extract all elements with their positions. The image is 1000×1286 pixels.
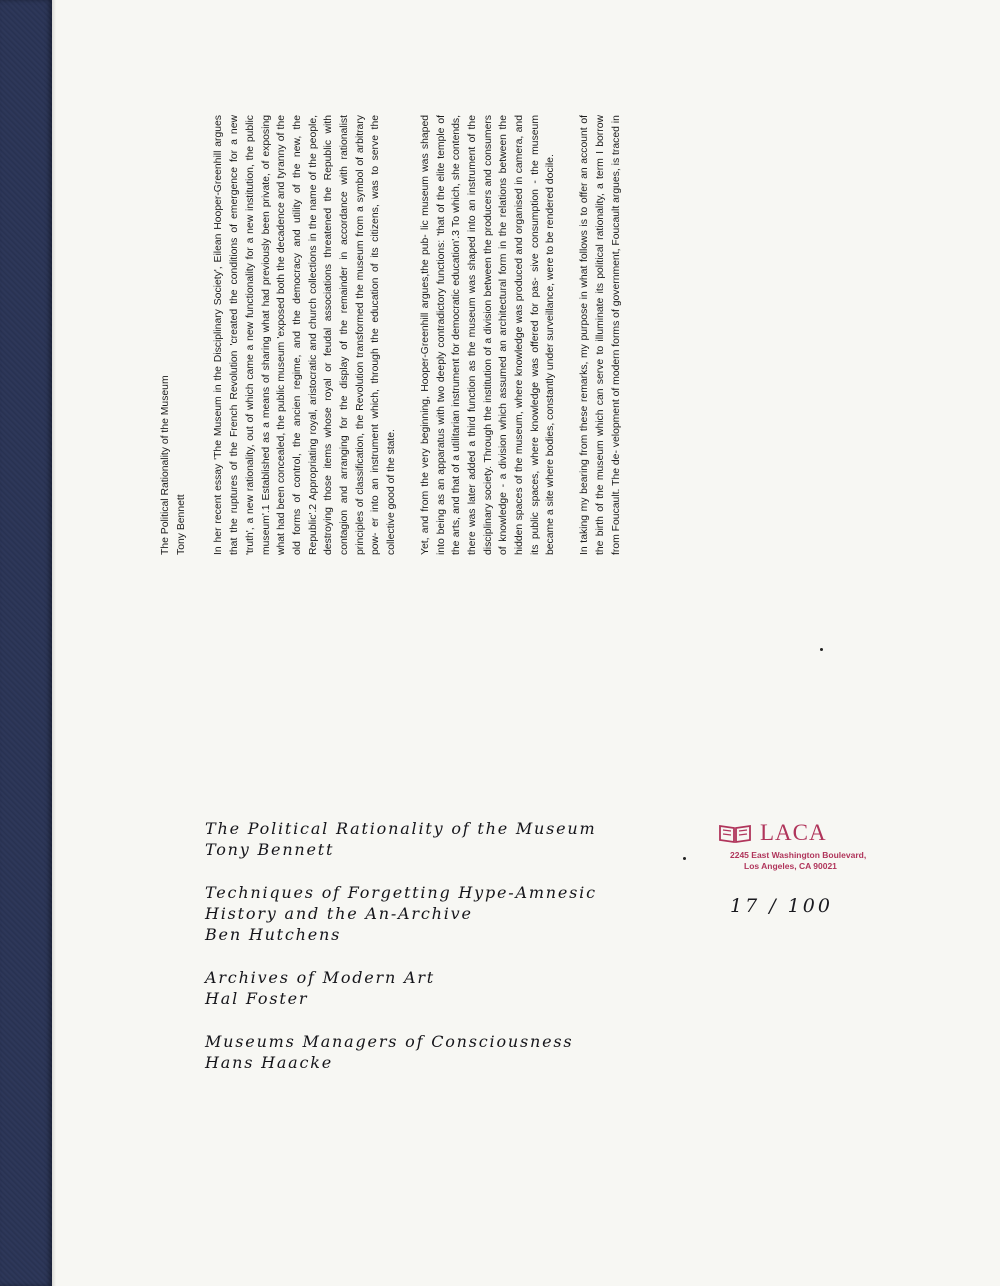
paper-speck [683,857,686,860]
binding-edge [52,0,56,1286]
handwritten-title-cont: History and the An-Archive [205,904,473,923]
handwritten-title: Techniques of Forgetting Hype-Amnesic [205,883,597,902]
paragraph-1: In her recent essay 'The Museum in the Disciplinary Society', Eilean Hooper-Greenhill argues that the ruptures of the French Revolution 'created the conditions of emergence for a new 'truth', a new rationality, out of which came a new functionality for a new institution, the public museum'.1 Established as a means of sharing what had previously been private, of exposing what had been concealed, the public museum 'exposed both the decadence and tyranny of the old forms of control, the ancien regime, and the democracy and utility of the new, the Republic'.2 Appropriating royal, aristocratic and church collections in the name of the people, destroying those items whose royal or feudal associations threatened the Republic with contagion and arranging for the display of the remainder in accordance with rationalist principles of classification, the Revolution transformed the museum from a symbol of arbitrary pow- er into an instrument which, through the education of its citizens, was to serve the collective good of the state. [213,115,398,555]
paper-speck [820,648,823,651]
document-title: The Political Rationality of the Museum [160,375,171,555]
typed-text-block [158,115,893,555]
handwritten-entry [205,882,685,945]
handwritten-author: Hans Haacke [205,1053,334,1072]
handwritten-entry [205,818,685,860]
stamp-address-line1: 2245 East Washington Boulevard, [730,850,867,860]
handwritten-list [205,818,685,1095]
document-author: Tony Bennett [175,494,187,555]
handwritten-title: Museums Managers of Consciousness [205,1032,574,1051]
handwritten-title: Archives of Modern Art [205,968,436,987]
paragraph-3: In taking my bearing from these remarks, my purpose in what follows is to offer an account of the birth of the museum which can serve to illuminate its political rationality, a term I borrow from Foucault. The de- velopment of modern forms of government, Foucault argues, is traced in [579,115,622,555]
handwritten-title: The Political Rationality of the Museum [205,819,597,838]
stamp-address-line2: Los Angeles, CA 90021 [744,861,837,871]
edition-number: 17 / 100 [730,895,833,917]
handwritten-author: Hal Foster [205,989,309,1008]
handwritten-author: Tony Bennett [205,840,335,859]
stamp-name: LACA [760,820,827,845]
handwritten-entry [205,1031,685,1073]
paragraph-2: Yet, and from the very beginning, Hooper-Greenhill argues,the pub- lic museum was shaped into being as an apparatus with two deeply contradictory functions: 'that of the elite temple of the arts, and that of a utilitarian instrument for democratic education'.3 To which, she contends, there was later added a third function as the museum was shaped into an instrument of the disciplinary society. Through the institution of a division between the producers and consumers of knowledge - a division which assumed an architectural form in the relations between the hidden spaces of the museum, where knowledge was produced and organised in camera, and its public spaces, where knowledge was offered for pas- sive consumption - the museum became a site where bodies, constantly under surveillance, were to be rendered docile. [419,115,557,555]
handwritten-author: Ben Hutchens [205,925,342,944]
book-icon [718,822,752,844]
book-binding [0,0,52,1286]
handwritten-entry [205,967,685,1009]
laca-stamp [718,820,878,872]
